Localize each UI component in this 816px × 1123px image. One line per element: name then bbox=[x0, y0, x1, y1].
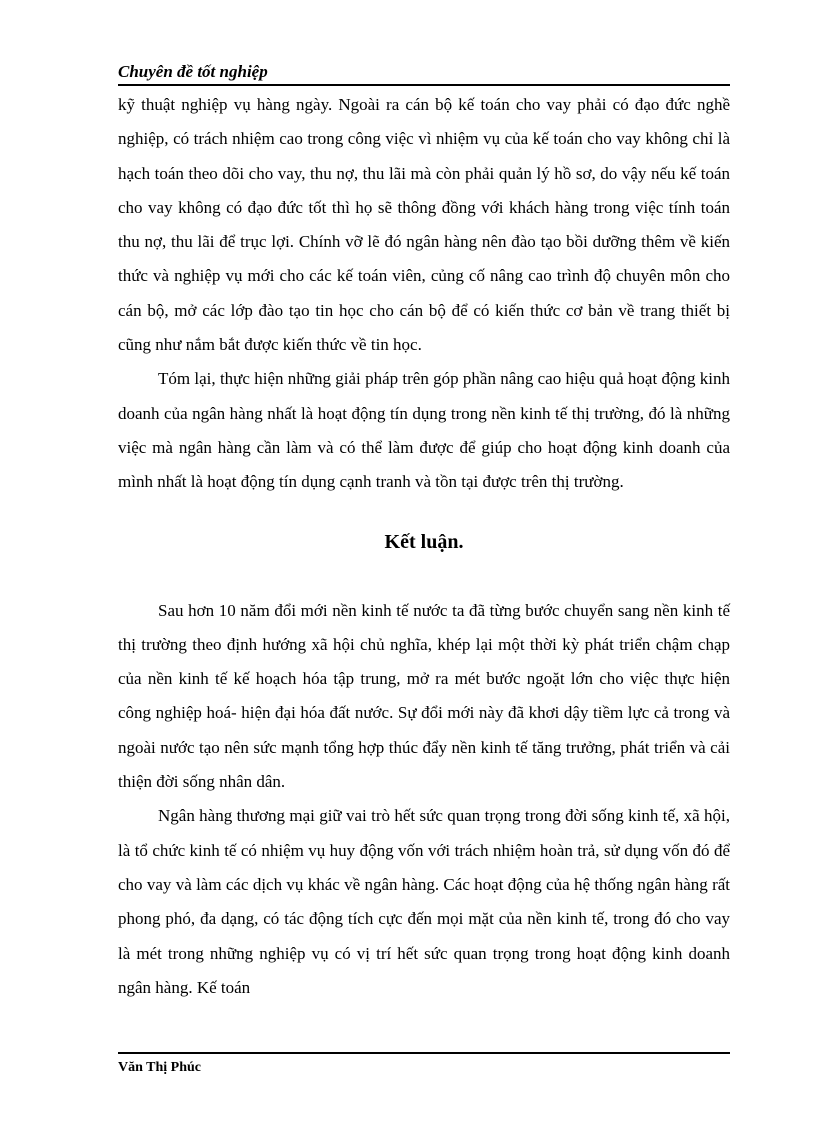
paragraph-summary: Tóm lại, thực hiện những giải pháp trên góp phần nâng cao hiệu quả hoạt động kinh doanh của ngân hàng nhất là hoạt động tín dụng trong nền kinh tế thị trường, đó là những việc mà ngân hàng cần làm và có thể làm được để giúp cho hoạt động kinh doanh của mình nhất là hoạt động tín dụng cạnh tranh và tồn tại được trên thị trường. bbox=[118, 369, 730, 492]
page-header bbox=[118, 60, 730, 84]
paragraph-conclusion-1: Sau hơn 10 năm đổi mới nền kinh tế nước ta đã từng bước chuyển sang nền kinh tế thị trường theo định hướng xã hội chủ nghĩa, khép lại một thời kỳ phát triển chậm chạp của nền kinh tế kế hoạch hóa tập trung, mở ra mét bước ngoặt lớn cho việc thực hiện công nghiệp hoá- hiện đại hóa đất nước. Sự đổi mới này đã khơi dậy tiềm lực cả trong và ngoài nước tạo nên sức mạnh tổng hợp thúc đẩy nền kinh tế tăng trưởng, phát triển và cải thiện đời sống nhân dân. bbox=[118, 600, 730, 792]
paragraph-conclusion-2: Ngân hàng thương mại giữ vai trò hết sức quan trọng trong đời sống kinh tế, xã hội, là tổ chức kinh tế có nhiệm vụ huy động vốn với trách nhiệm hoàn trả, sử dụng vốn đó để cho vay và làm các dịch vụ khác về ngân hàng. Các hoạt động của hệ thống ngân hàng rất phong phó, đa dạng, có tác động tích cực đến mọi mặt của nền kinh tế, trong đó cho vay là mét trong những nghiệp vụ có vị trí hết sức quan trọng trong hoạt động kinh doanh ngân hàng. Kế toán bbox=[118, 806, 730, 997]
document-body bbox=[118, 88, 730, 1005]
paragraph-continued: kỹ thuật nghiệp vụ hàng ngày. Ngoài ra cán bộ kế toán cho vay phải có đạo đức nghề nghiệp, có trách nhiệm cao trong công việc vì nhiệm vụ của kế toán cho vay không chỉ là hạch toán theo dõi cho vay, thu nợ, thu lãi mà còn phải quản lý hồ sơ, do vậy nếu kế toán cho vay không có đạo đức tốt thì họ sẽ thông đồng với khách hàng trong việc tính toán thu nợ, thu lãi để trục lợi. Chính vỡ lẽ đó ngân hàng nên đào tạo bồi dưỡng thêm về kiến thức và nghiệp vụ mới cho các kế toán viên, củng cố nâng cao trình độ chuyên môn cho cán bộ, mở các lớp đào tạo tin học cho cán bộ để có kiến thức cơ bản về trang thiết bị cũng như nắm bắt được kiến thức về tin học. bbox=[118, 95, 730, 355]
footer-author: Văn Thị Phúc bbox=[118, 1060, 201, 1075]
header-title: Chuyên đề tốt nghiệp bbox=[118, 62, 268, 81]
document-page bbox=[118, 0, 730, 1123]
section-heading-conclusion: Kết luận. bbox=[384, 530, 464, 553]
header-divider bbox=[118, 84, 730, 86]
footer-divider bbox=[118, 1052, 730, 1054]
